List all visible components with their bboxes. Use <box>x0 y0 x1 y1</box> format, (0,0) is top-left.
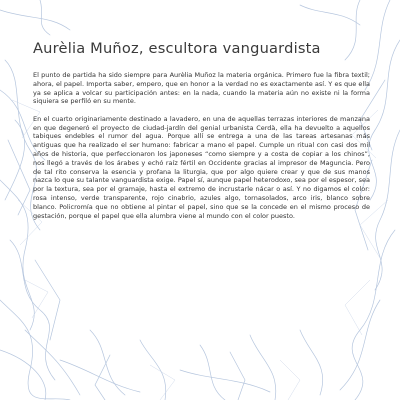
paragraph: El punto de partida ha sido siempre para Aurèlia Muñoz la materia orgánica. Primero fue la fibra textil; ahora, el papel. Importa saber, empero, que en honor a la verdad no es exactamente así. Y es que ella ya se aplica a volcar su participación antes: en la nada, cuando la materia aún no existe ni la forma siquiera se perfiló en su mente. <box>33 71 370 106</box>
article-body <box>33 71 370 229</box>
paragraph: En el cuarto originariamente destinado a lavadero, en una de aquellas terrazas interiores de manzana en que degeneró el proyecto de ciudad-jardín del genial urbanista Cerdà, ella ha devuelto a aquellos tabiques endebles el rumor del agua. Porque allí se entrega a una de las tareas artesanas más antiguas que ha realizado el ser humano: fabricar a mano el papel. Cumple un ritual con casi dos mil años de historia, que perfeccionaron los japoneses “como siempre y a costa de copiar a los chinos”, nos llegó a través de los árabes y echó raíz fértil en Occidente gracias al impresor de Maguncia. Pero de tal rito conserva la esencia y profana la liturgia, que por algo quiere crear y que de sus manos nazca lo que su talante vanguardista exige. Papel sí, aunque papel heterodoxo, sea por el espesor, sea por la textura, sea por el gramaje, hasta el extremo de incrustarle nácar o así. Y no digamos el color: rosa intenso, verde transparente, rojo cinabrio, azules algo, tornasolados, arco iris, blanco sobre blanco. Policromía que no obtiene al pintar el papel, sino que se la concede en el mismo proceso de gestación, porque el papel que ella alumbra viene al mundo con el color puesto. <box>33 114 370 220</box>
article-title: Aurèlia Muñoz, escultora vanguardista <box>33 40 321 57</box>
